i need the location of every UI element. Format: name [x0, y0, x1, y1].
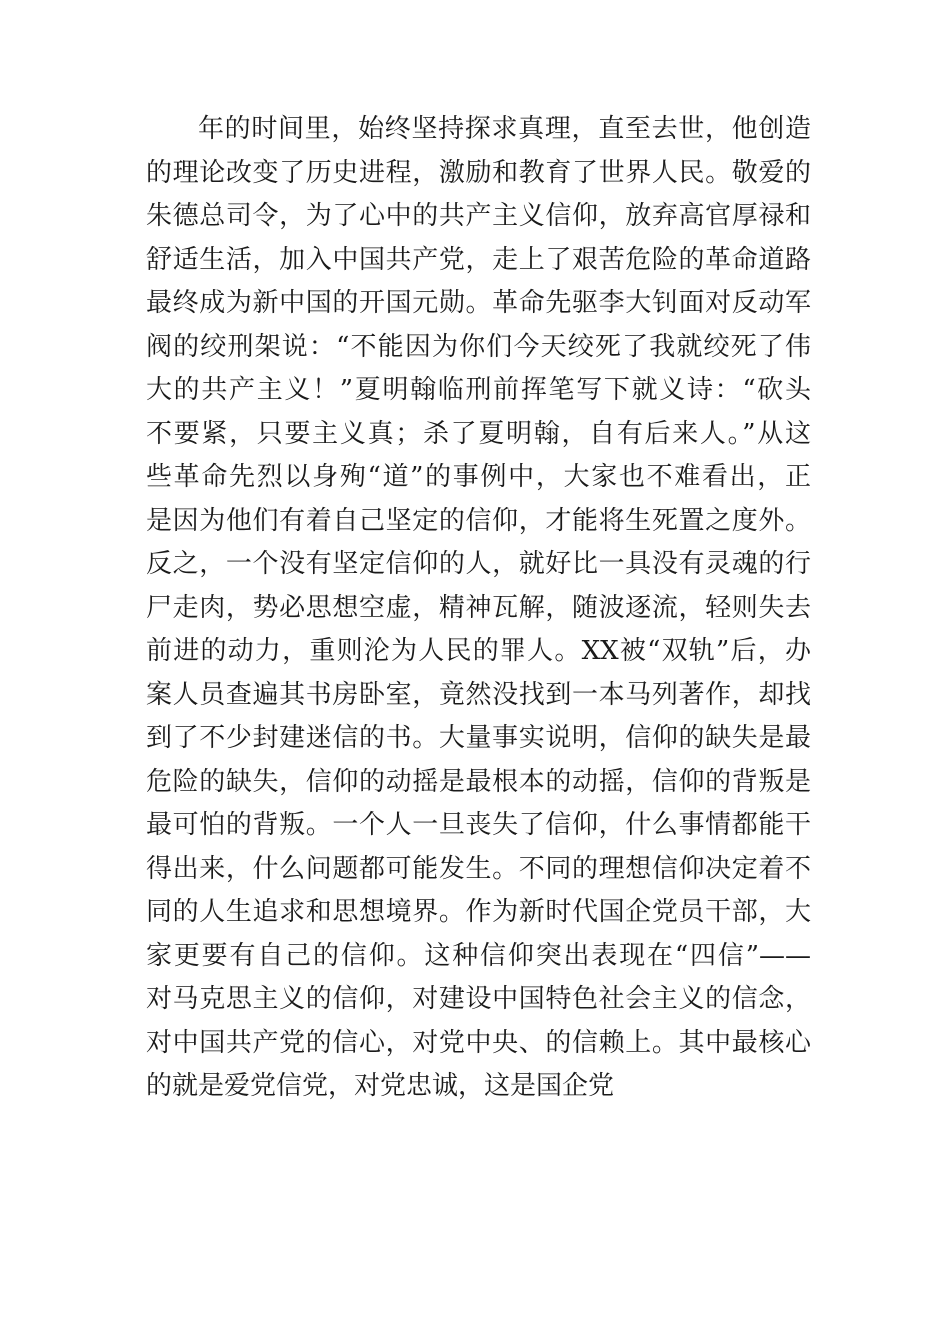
text-line: 不要紧，只要主义真；杀了夏明翰，自有后来人。”从这: [146, 418, 811, 449]
text-line: 前进的动力，重则沦为人民的罪人。XX被“双轨”后，办: [146, 636, 811, 666]
text-line: 到了不少封建迷信的书。大量事实说明，信仰的缺失是最: [146, 723, 811, 753]
text-line: 朱德总司令，为了心中的共产主义信仰，放弃高官厚禄和: [146, 201, 811, 231]
text-line: 年的时间里，始终坚持探求真理，直至去世，他创造: [198, 114, 811, 144]
text-line: 家更要有自己的信仰。这种信仰突出表现在“四信”——: [146, 940, 811, 971]
text-line: 尸走肉，势必思想空虚，精神瓦解，随波逐流，轻则失去: [146, 592, 811, 623]
text-line: 同的人生追求和思想境界。作为新时代国企党员干部，大: [146, 897, 811, 927]
text-line: 对中国共产党的信心，对党中央、的信赖上。其中最核心: [146, 1027, 811, 1058]
text-line: 是因为他们有着自己坚定的信仰，才能将生死置之度外。: [146, 505, 811, 536]
text-line: 大的共产主义！”夏明翰临刑前挥笔写下就义诗：“砍头: [146, 375, 811, 405]
text-line: 舒适生活，加入中国共产党，走上了艰苦危险的革命道路: [146, 244, 811, 275]
text-line: 反之，一个没有坚定信仰的人，就好比一具没有灵魂的行: [146, 549, 811, 579]
text-line: 的理论改变了历史进程，激励和教育了世界人民。敬爱的: [146, 157, 811, 188]
text-line: 危险的缺失，信仰的动摇是最根本的动摇，信仰的背叛是: [146, 766, 811, 797]
text-line: 些革命先烈以身殉“道”的事例中，大家也不难看出，正: [146, 462, 811, 492]
text-line: 最可怕的背叛。一个人一旦丧失了信仰，什么事情都能干: [146, 810, 811, 840]
text-line: 案人员查遍其书房卧室，竟然没找到一本马列著作，却找: [146, 679, 811, 710]
text-line: 阀的绞刑架说：“不能因为你们今天绞死了我就绞死了伟: [146, 331, 811, 362]
text-line: 的就是爱党信党，对党忠诚，这是国企党: [146, 1071, 615, 1101]
body-paragraph: [146, 108, 811, 1109]
text-line: 最终成为新中国的开国元勋。革命先驱李大钊面对反动军: [146, 288, 811, 318]
text-line: 对马克思主义的信仰，对建设中国特色社会主义的信念，: [146, 984, 811, 1014]
text-line: 得出来，什么问题都可能发生。不同的理想信仰决定着不: [146, 853, 811, 884]
